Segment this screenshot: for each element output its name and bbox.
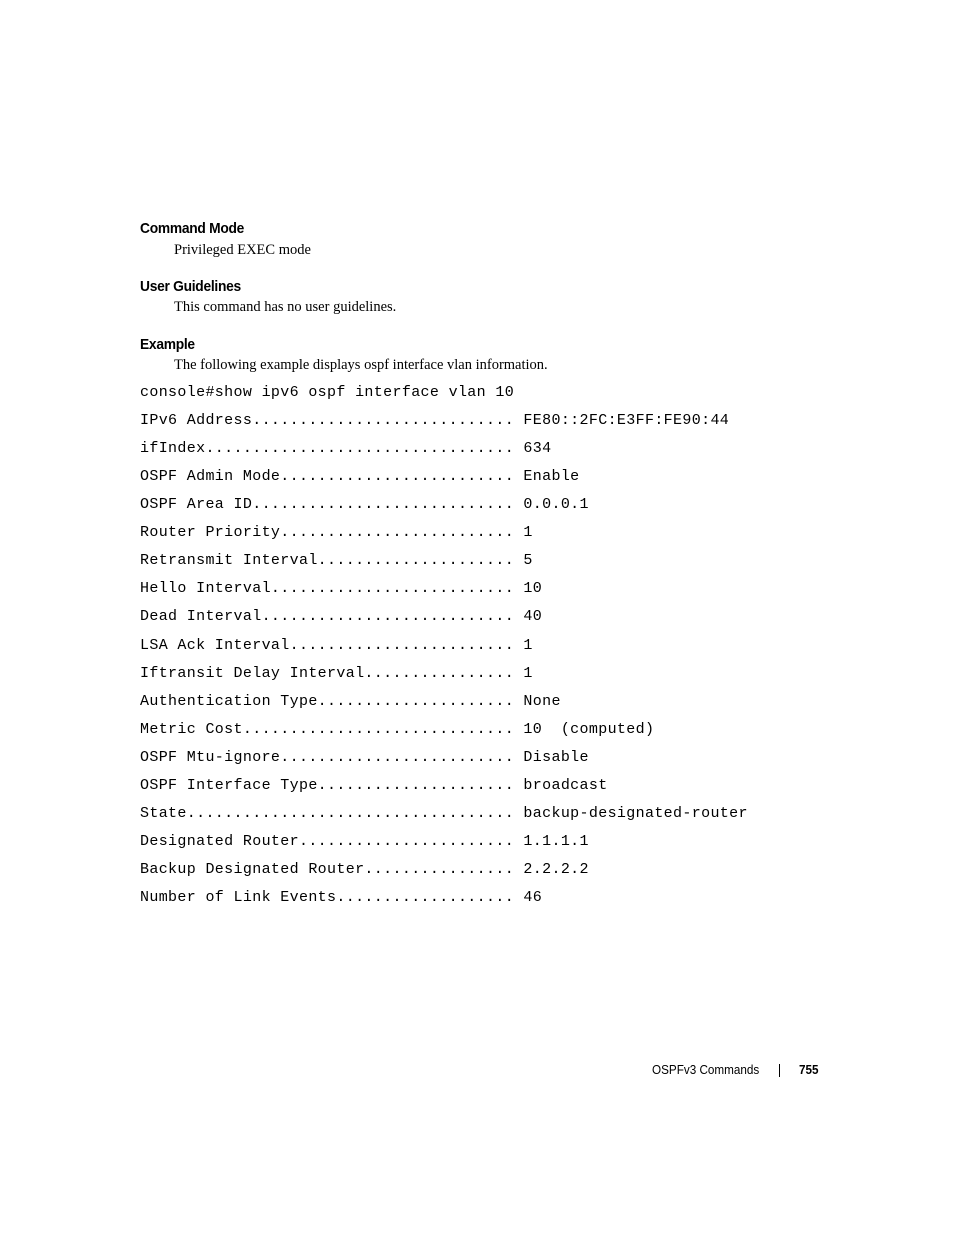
example-heading: Example (140, 336, 195, 353)
footer-separator (779, 1064, 780, 1077)
console-output-line: LSA Ack Interval........................ 1 (140, 637, 533, 654)
console-output-line: Designated Router....................... 1.1.1.1 (140, 833, 589, 850)
console-output-line: Backup Designated Router................ 2.2.2.2 (140, 861, 589, 878)
console-output-line: Hello Interval.......................... 10 (140, 580, 543, 597)
console-output-line: IPv6 Address............................ FE80::2FC:E3FF:FE90:44 (140, 412, 730, 429)
console-output-line: OSPF Admin Mode......................... Enable (140, 468, 580, 485)
console-output-line: OSPF Area ID............................ 0.0.0.1 (140, 496, 589, 513)
console-output-line: ifIndex................................. 634 (140, 440, 552, 457)
console-output-line: Authentication Type..................... None (140, 693, 561, 710)
console-output-line: State................................... backup-designated-router (140, 805, 748, 822)
console-output-line: Router Priority......................... 1 (140, 524, 533, 541)
console-output-line: OSPF Mtu-ignore......................... Disable (140, 749, 589, 766)
console-output-line: Dead Interval........................... 40 (140, 608, 543, 625)
example-text: The following example displays ospf interface vlan information. (174, 357, 548, 373)
console-output-line: OSPF Interface Type..................... broadcast (140, 777, 608, 794)
command-mode-text: Privileged EXEC mode (174, 242, 311, 258)
console-output-line: Number of Link Events................... 46 (140, 889, 543, 906)
console-command: console#show ipv6 ospf interface vlan 10 (140, 384, 515, 401)
user-guidelines-text: This command has no user guidelines. (174, 299, 397, 315)
console-output-line: Metric Cost............................. 10 (computed) (140, 721, 655, 738)
page-number: 755 (799, 1062, 819, 1077)
user-guidelines-heading: User Guidelines (140, 278, 241, 295)
footer-section-title: OSPFv3 Commands (652, 1062, 760, 1077)
console-output-line: Retransmit Interval..................... 5 (140, 552, 533, 569)
command-mode-heading: Command Mode (140, 220, 245, 237)
console-output-line: Iftransit Delay Interval................ 1 (140, 665, 533, 682)
